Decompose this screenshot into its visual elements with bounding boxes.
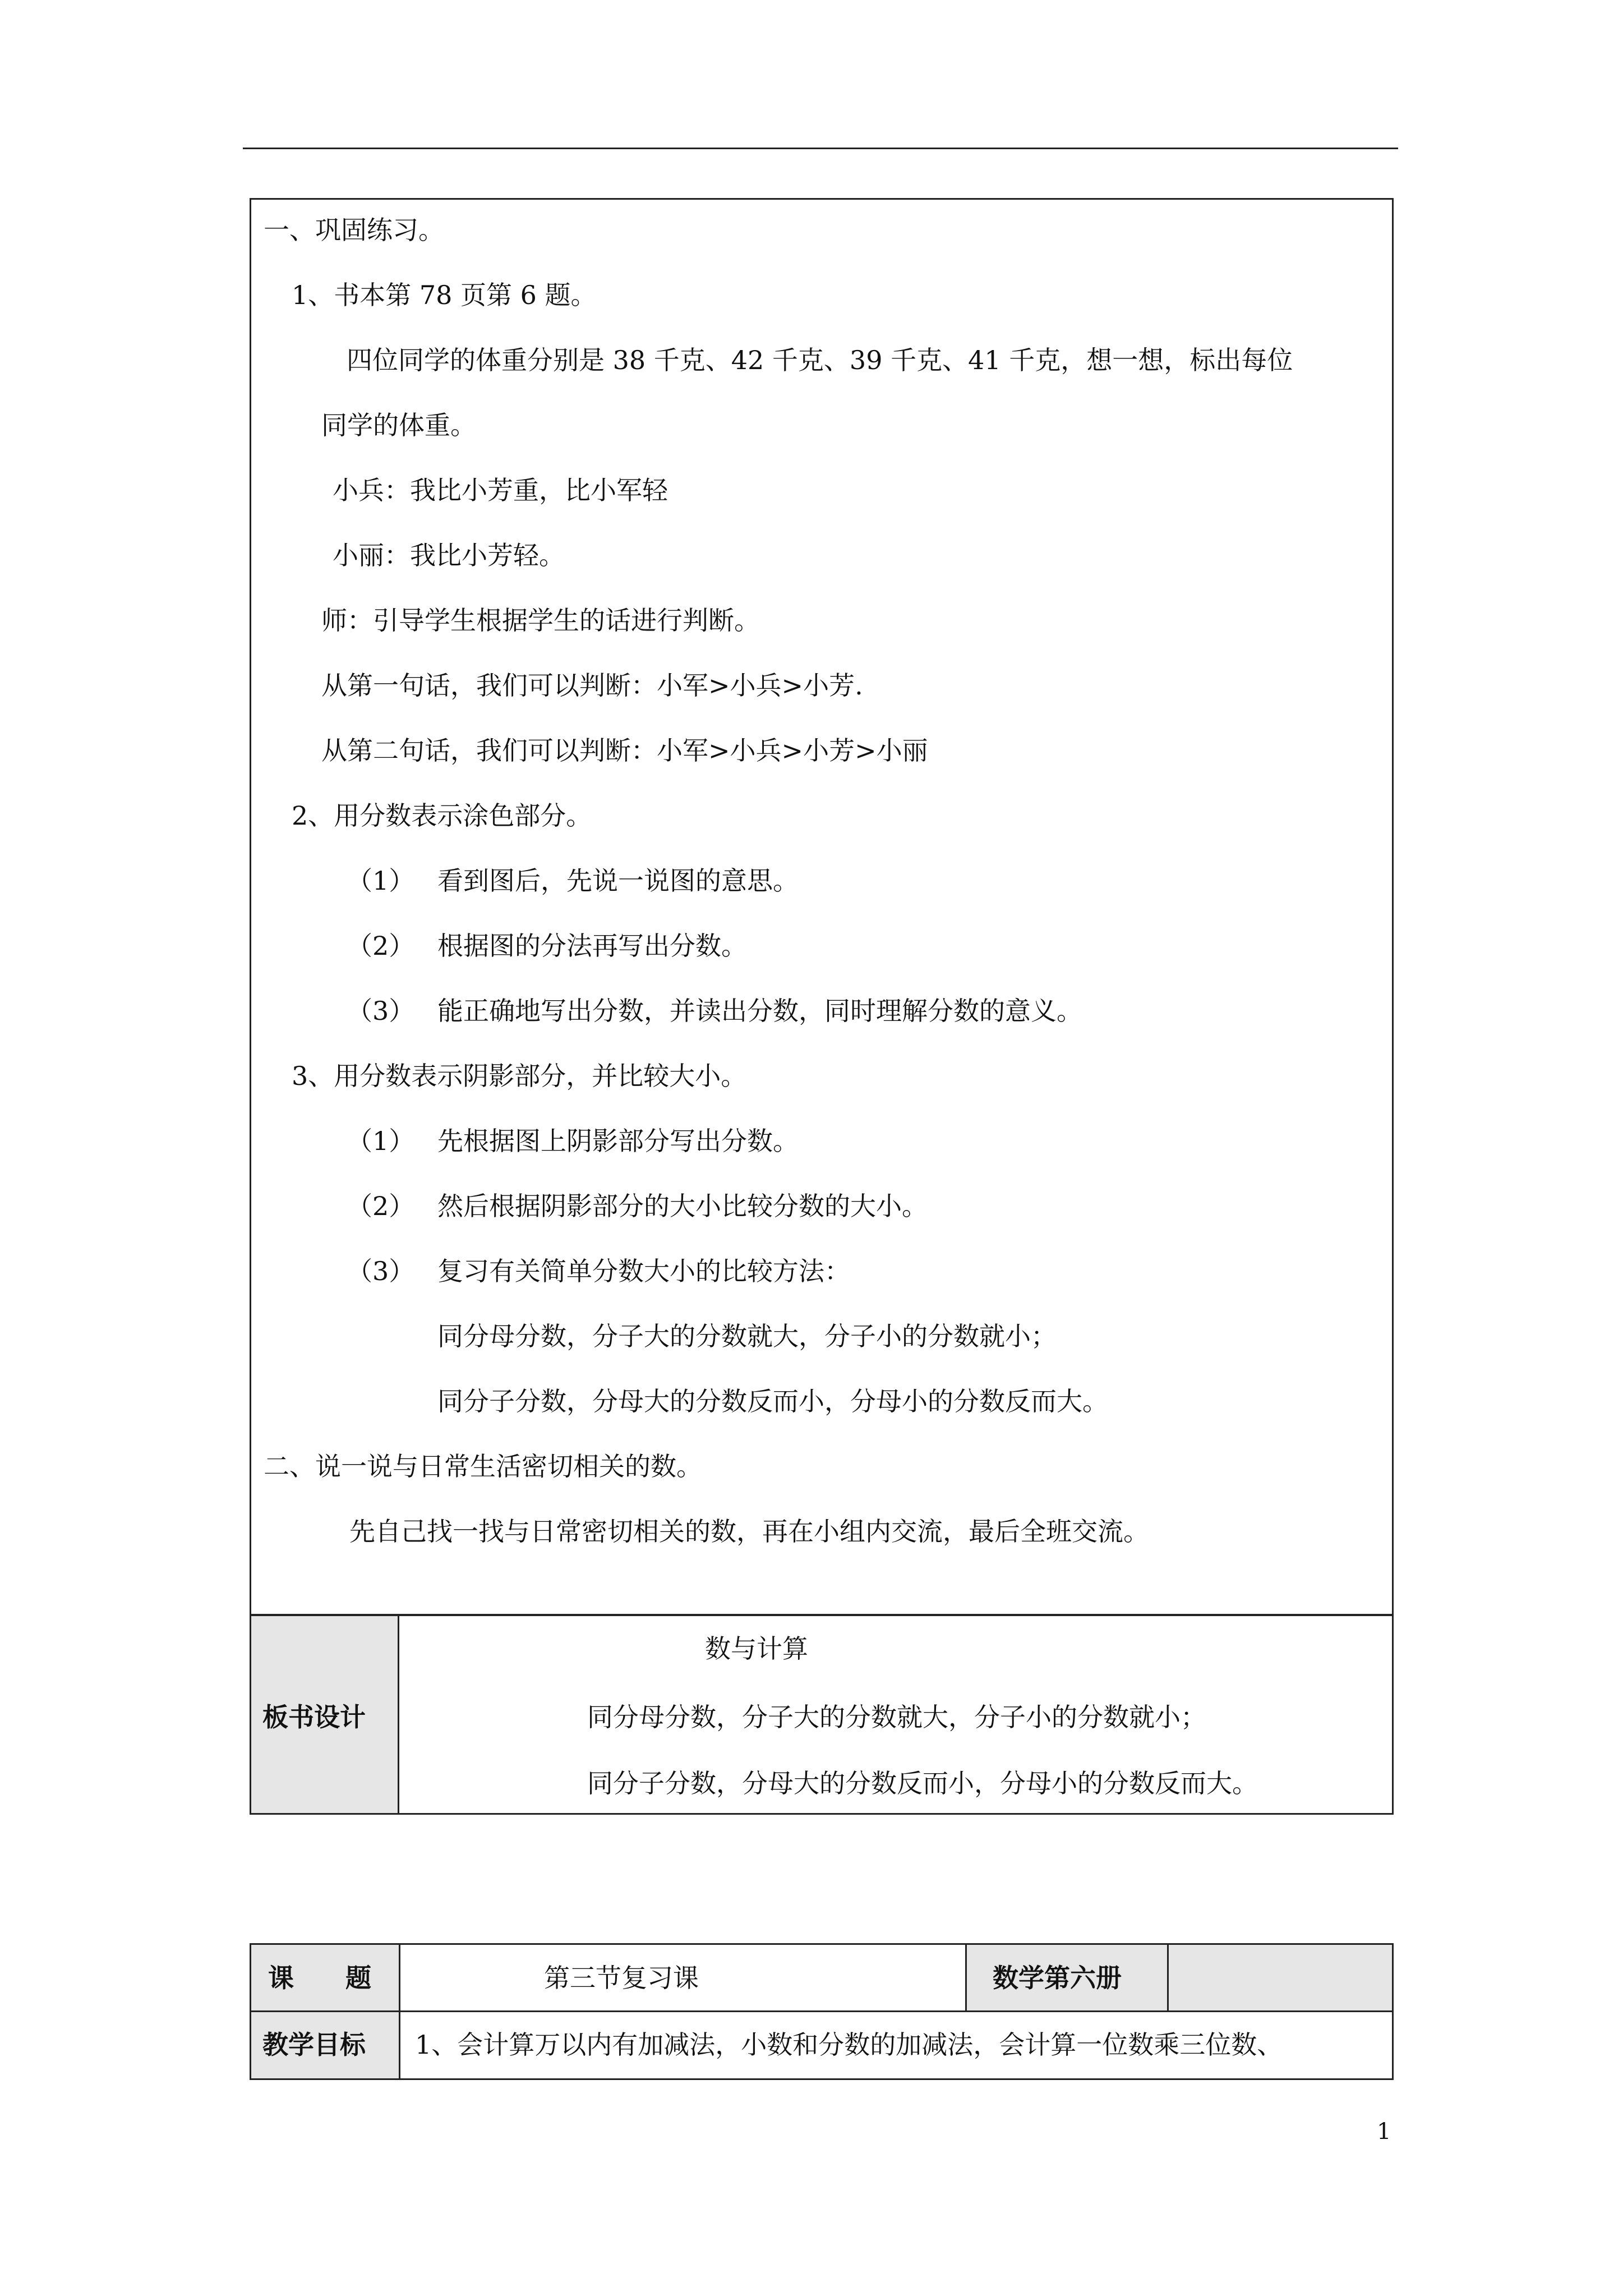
deduction-2: 从第二句话，我们可以判断：小军>小兵>小芳>小丽 bbox=[321, 735, 928, 766]
book-name: 数学第六册 bbox=[993, 1963, 1122, 1993]
exercise-2-title: 2、用分数表示涂色部分。 bbox=[292, 800, 592, 831]
exercise-3-step-1-num: （1） bbox=[347, 1126, 415, 1156]
deduction-1: 从第一句话，我们可以判断：小军>小兵>小芳. bbox=[321, 670, 863, 701]
table-col-divider-2 bbox=[965, 1945, 967, 2011]
board-design-box bbox=[250, 1614, 1394, 1815]
exercise-2-step-2-num: （2） bbox=[347, 931, 415, 961]
empty-cell bbox=[1168, 1945, 1392, 2011]
exercise-3-step-2: 然后根据阴影部分的大小比较分数的大小。 bbox=[437, 1191, 928, 1221]
topic-label-cell bbox=[251, 1945, 399, 2011]
exercise-2-step-1-num: （1） bbox=[347, 866, 415, 896]
exercise-2-step-2: 根据图的分法再写出分数。 bbox=[437, 931, 747, 961]
section-2-text: 先自己找一找与日常密切相关的数，再在小组内交流，最后全班交流。 bbox=[349, 1516, 1149, 1547]
board-line-2: 同分子分数，分母大的分数反而小，分母小的分数反而大。 bbox=[587, 1768, 1258, 1798]
dialog-xiaoli: 小丽：我比小芳轻。 bbox=[333, 540, 565, 570]
topic-value-cell bbox=[399, 1945, 966, 2011]
table-row-divider bbox=[251, 2010, 1392, 2012]
exercise-1-title: 1、书本第 78 页第 6 题。 bbox=[292, 280, 597, 310]
exercise-2-step-3-num: （3） bbox=[347, 996, 415, 1026]
board-label: 板书设计 bbox=[262, 1702, 366, 1732]
exercise-3-step-1: 先根据图上阴影部分写出分数。 bbox=[437, 1126, 799, 1156]
exercise-1-text: 四位同学的体重分别是 38 千克、42 千克、39 千克、41 千克，想一想，标出每位 bbox=[347, 345, 1293, 375]
exercise-2-step-3: 能正确地写出分数，并读出分数，同时理解分数的意义。 bbox=[437, 996, 1082, 1026]
goal-label: 教学目标 bbox=[262, 2030, 366, 2060]
topic-label: 课 题 bbox=[268, 1963, 371, 1993]
board-content-cell bbox=[399, 1616, 1392, 1813]
table-col-divider-3 bbox=[1167, 1945, 1169, 2011]
exercise-3-step-3: 复习有关简单分数大小的比较方法： bbox=[437, 1256, 850, 1286]
exercise-2-step-1: 看到图后，先说一说图的意思。 bbox=[437, 866, 799, 896]
section-heading-2: 二、说一说与日常生活密切相关的数。 bbox=[264, 1451, 702, 1481]
board-label-cell bbox=[251, 1616, 399, 1813]
goal-label-cell bbox=[251, 2011, 399, 2078]
lesson-info-table bbox=[250, 1943, 1394, 2080]
exercise-3-title: 3、用分数表示阴影部分，并比较大小。 bbox=[292, 1061, 747, 1091]
rule-same-numerator: 同分子分数，分母大的分数反而小，分母小的分数反而大。 bbox=[437, 1386, 1108, 1416]
rule-same-denominator: 同分母分数，分子大的分数就大，分子小的分数就小； bbox=[437, 1321, 1057, 1351]
goal-value-cell bbox=[399, 2011, 1392, 2078]
section-heading-1: 一、巩固练习。 bbox=[264, 215, 444, 245]
lesson-content-box bbox=[250, 198, 1394, 1616]
exercise-3-step-2-num: （2） bbox=[347, 1191, 415, 1221]
teacher-guide: 师：引导学生根据学生的话进行判断。 bbox=[321, 605, 760, 636]
page-number: 1 bbox=[1377, 2119, 1391, 2145]
goal-value: 1、会计算万以内有加减法，小数和分数的加减法，会计算一位数乘三位数、 bbox=[415, 2030, 1283, 2060]
dialog-xiaobing: 小兵：我比小芳重，比小军轻 bbox=[333, 475, 668, 505]
topic-value: 第三节复习课 bbox=[544, 1963, 699, 1993]
board-title: 数与计算 bbox=[705, 1634, 808, 1664]
table-col-divider-1 bbox=[399, 1945, 400, 2078]
exercise-1-text-cont: 同学的体重。 bbox=[321, 410, 476, 440]
book-cell bbox=[966, 1945, 1168, 2011]
header-rule bbox=[243, 148, 1398, 149]
exercise-3-step-3-num: （3） bbox=[347, 1256, 415, 1286]
board-line-1: 同分母分数，分子大的分数就大，分子小的分数就小； bbox=[587, 1702, 1206, 1732]
